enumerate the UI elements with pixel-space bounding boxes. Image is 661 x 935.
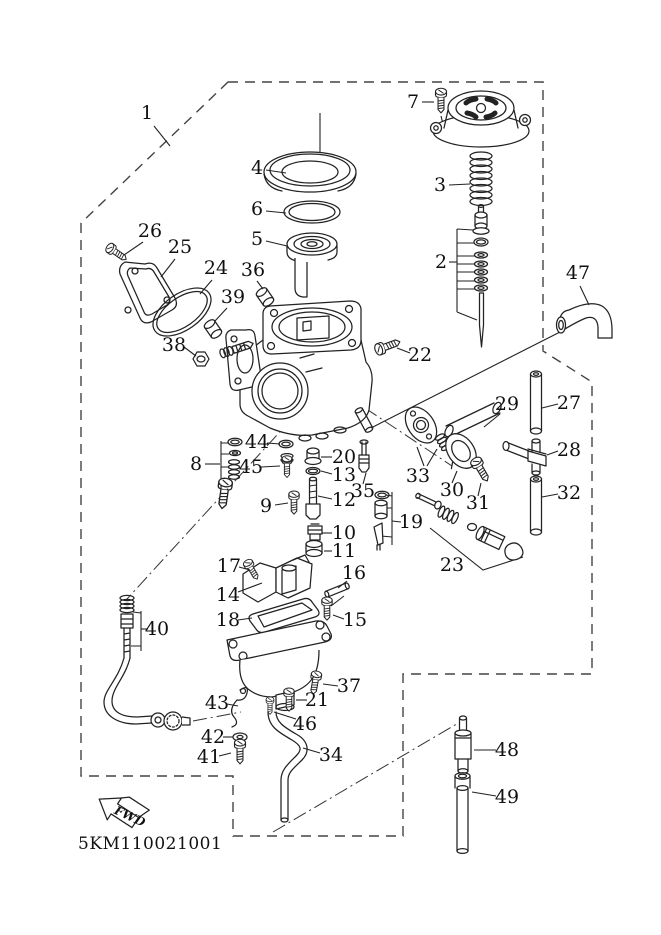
part-code: 5KM110021001	[78, 834, 223, 854]
tee-joint-28	[503, 439, 546, 475]
leader-line-37	[323, 684, 338, 686]
callout-40: 40	[144, 618, 170, 640]
main-jet-10	[308, 524, 322, 540]
callout-36: 36	[240, 259, 266, 281]
callout-37: 37	[336, 675, 362, 697]
diaphragm-spring-3	[470, 152, 492, 206]
screw-26	[104, 242, 129, 264]
callout-29: 29	[494, 393, 520, 415]
callout-18: 18	[215, 609, 241, 631]
needle-valve-set-2	[473, 205, 489, 347]
callout-24: 24	[203, 257, 229, 279]
leader-line-27	[542, 404, 558, 408]
needle-jet-12	[306, 477, 320, 519]
callout-47: 47	[565, 262, 591, 284]
callout-32: 32	[556, 482, 582, 504]
leader-line-26	[124, 242, 143, 255]
callout-13: 13	[331, 464, 357, 486]
callout-25: 25	[167, 236, 193, 258]
hose-pipe-27	[531, 371, 542, 434]
clamp-flange-30	[435, 428, 482, 477]
callout-layer	[124, 91, 590, 808]
callout-9: 9	[259, 495, 273, 517]
callout-1: 1	[140, 102, 154, 124]
callout-8: 8	[189, 453, 203, 475]
leader-line-9	[275, 503, 288, 505]
callout-22: 22	[407, 344, 433, 366]
starter-screw-22	[373, 336, 402, 356]
callout-23: 23	[439, 554, 465, 576]
needle-jet-holder-20	[305, 448, 321, 465]
leader-line-47	[580, 286, 589, 305]
screw-31	[469, 455, 492, 483]
callout-10: 10	[331, 522, 357, 544]
callout-41: 41	[196, 746, 222, 768]
leader-line-1	[154, 126, 170, 146]
screw-45	[281, 454, 293, 478]
callout-27: 27	[556, 392, 582, 414]
washer-44	[279, 440, 293, 448]
callout-3: 3	[433, 174, 447, 196]
fwd-arrow-label: FWD	[112, 803, 148, 830]
callout-20: 20	[331, 446, 357, 468]
callout-34: 34	[318, 744, 344, 766]
vacuum-piston-5	[287, 233, 337, 297]
leader-line-3	[449, 184, 470, 185]
callout-31: 31	[465, 492, 491, 514]
leader-line-24	[200, 280, 212, 294]
joint-48	[455, 716, 471, 773]
callout-12: 12	[331, 489, 357, 511]
leader-line-25	[161, 259, 175, 277]
callout-21: 21	[304, 689, 330, 711]
o-ring-6	[284, 201, 340, 223]
leader-line-45	[261, 466, 280, 467]
starter-jet-35	[359, 440, 369, 472]
carburetor-body	[219, 301, 374, 441]
leader-line-39	[215, 308, 227, 321]
callout-43: 43	[204, 692, 230, 714]
o-ring-13	[306, 468, 320, 475]
callout-48: 48	[494, 739, 520, 761]
float-pin-16	[324, 582, 350, 597]
callout-17: 17	[216, 555, 242, 577]
callout-19: 19	[398, 511, 424, 533]
callout-46: 46	[292, 713, 318, 735]
callout-33: 33	[405, 465, 431, 487]
callout-38: 38	[161, 334, 187, 356]
hose-pipe-32	[531, 476, 542, 535]
callout-11: 11	[331, 540, 357, 562]
throttle-cable-40	[104, 595, 190, 730]
cover-screw-7	[435, 88, 446, 113]
leader-line-36	[257, 281, 263, 289]
callout-2: 2	[434, 251, 448, 273]
callout-44: 44	[244, 431, 270, 453]
callout-5: 5	[250, 228, 264, 250]
fuel-pipe-49	[455, 773, 470, 854]
bushing-36	[255, 286, 275, 308]
callout-16: 16	[341, 562, 367, 584]
valve-seat-set-19	[374, 491, 389, 550]
leader-line-29	[484, 414, 500, 427]
callout-45: 45	[238, 456, 264, 478]
callout-49: 49	[494, 786, 520, 808]
clamp-43	[232, 688, 248, 727]
diaphragm-cover	[431, 91, 531, 147]
leader-line-49	[472, 792, 496, 796]
insulator-gasket-25	[120, 262, 177, 323]
leader-line-12	[318, 496, 332, 499]
callout-4: 4	[250, 157, 264, 179]
callout-6: 6	[250, 198, 264, 220]
callout-14: 14	[215, 584, 241, 606]
screw-9	[289, 491, 299, 514]
callout-7: 7	[406, 91, 420, 113]
screw-46	[266, 697, 274, 714]
leader-line-13	[321, 471, 332, 474]
leader-line-32	[542, 494, 558, 497]
callout-30: 30	[439, 479, 465, 501]
bushing-39	[203, 318, 223, 340]
nut-38	[193, 352, 209, 366]
callout-15: 15	[342, 609, 368, 631]
leader-line-6	[266, 211, 286, 213]
screw-41	[234, 739, 245, 764]
leader-line-5	[266, 241, 287, 246]
callout-42: 42	[200, 726, 226, 748]
screw-15	[322, 597, 332, 620]
callout-39: 39	[220, 286, 246, 308]
callout-26: 26	[137, 220, 163, 242]
breather-elbow-47	[557, 304, 613, 338]
callout-28: 28	[556, 439, 582, 461]
callout-35: 35	[350, 480, 376, 502]
spacer-11	[306, 541, 322, 557]
leader-line-34	[303, 748, 320, 753]
fwd-arrow	[92, 784, 153, 839]
joint-flange-33	[399, 401, 452, 452]
